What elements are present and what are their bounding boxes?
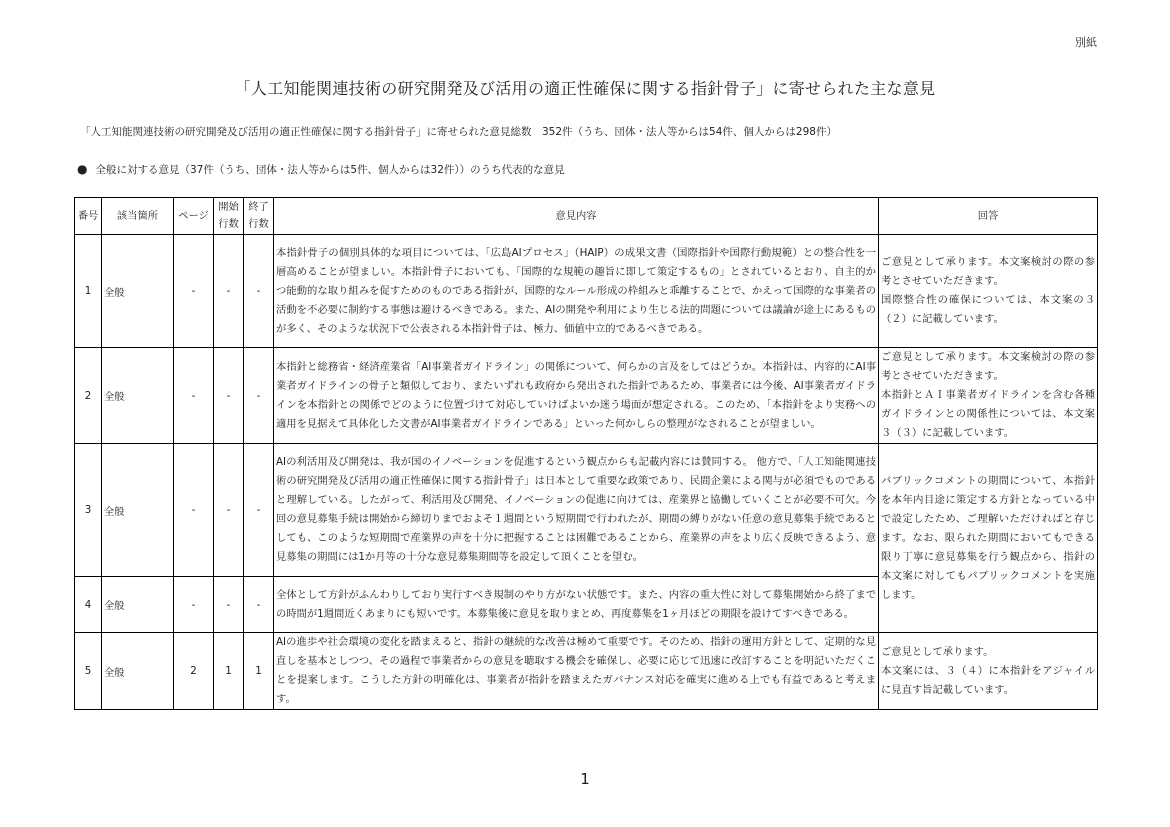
bullet-icon: ●: [77, 162, 88, 176]
row-end-line: -: [244, 348, 274, 444]
document-title: 「人工知能関連技術の研究開発及び活用の適正性確保に関する指針骨子」に寄せられた主な意見: [234, 79, 936, 98]
row-page: -: [174, 444, 214, 577]
row-start-line: 1: [214, 633, 244, 710]
row-page: -: [174, 577, 214, 633]
row-location: 全般: [102, 348, 174, 444]
row-start-line: -: [214, 235, 244, 348]
row-location: 全般: [102, 577, 174, 633]
table-row: [75, 235, 1098, 348]
table-row: [75, 348, 1098, 444]
row-end-line: 1: [244, 633, 274, 710]
row-end-line: -: [244, 235, 274, 348]
row-answer: [879, 444, 1098, 633]
annex-label: 別紙: [1075, 36, 1097, 49]
row-answer: [879, 633, 1098, 710]
row-num: 1: [75, 235, 102, 348]
row-page: -: [174, 348, 214, 444]
row-page: 2: [174, 633, 214, 710]
row-start-line: -: [214, 348, 244, 444]
answer-line: パブリックコメントの期間について、本指針を本年内目途に策定する方針となっている中で設定したため、ご理解いただければと存じます。なお、限られた期間においてもできる限り丁寧に意見募集を行う観点から、指針の本文案に対してもパブリックコメントを実施します。: [881, 474, 1095, 601]
row-location: 全般: [102, 235, 174, 348]
table-row: [75, 633, 1098, 710]
table-row: [75, 444, 1098, 577]
row-page: -: [174, 235, 214, 348]
row-num: 3: [75, 444, 102, 577]
header-end-line: 終了行数: [244, 198, 274, 235]
row-start-line: -: [214, 577, 244, 633]
section-heading: [77, 162, 565, 177]
row-num: 4: [75, 577, 102, 633]
page-number: 1: [580, 770, 590, 788]
row-num: 2: [75, 348, 102, 444]
header-page: ページ: [174, 198, 214, 235]
header-num: 番号: [75, 198, 102, 235]
header-location: 該当箇所: [102, 198, 174, 235]
table-header-row: [75, 198, 1098, 235]
row-location: 全般: [102, 444, 174, 577]
header-answer: 回答: [879, 198, 1098, 235]
row-num: 5: [75, 633, 102, 710]
opinions-table: [74, 197, 1098, 710]
row-opinion: 全体として方針がふんわりしており実行すべき規制のやり方がない状態です。また、内容の重大性に対して募集開始から終了までの時間が1週間近くあまりにも短いです。本募集後に意見を取りまとめ、再度募集を1ヶ月ほどの期限を設けてすべきである。: [274, 577, 879, 633]
answer-line: ご意見として承ります。 本文案には、３（４）に本指針をアジャイルに見直す旨記載しています。: [881, 645, 1095, 696]
section-heading-text: 全般に対する意見（37件（うち、団体・法人等からは5件、個人からは32件））のうち代表的な意見: [95, 164, 565, 176]
row-opinion: AIの進歩や社会環境の変化を踏まえると、指針の継続的な改善は極めて重要です。そのため、指針の運用方針として、定期的な見直しを基本としつつ、その過程で事業者からの意見を聴取する機会を確保し、必要に応じて迅速に改訂することを明記いただくことを提案します。こうした方針の明確化は、事業者が指針を踏まえたガバナンス対応を確実に進める上でも有益であると考えます。: [274, 633, 879, 710]
row-answer: [879, 348, 1098, 444]
row-end-line: -: [244, 444, 274, 577]
opinion-summary: 「人工知能関連技術の研究開発及び活用の適正性確保に関する指針骨子」に寄せられた意見総数 352件（うち、団体・法人等からは54件、個人からは298件）: [80, 126, 837, 138]
answer-line: ご意見として承ります。本文案検討の際の参考とさせていただきます。 国際整合性の確保については、本文案の３（２）に記載しています。: [881, 256, 1095, 325]
header-opinion: 意見内容: [274, 198, 879, 235]
row-location: 全般: [102, 633, 174, 710]
row-answer: [879, 235, 1098, 348]
header-start-line: 開始行数: [214, 198, 244, 235]
row-opinion: AIの利活用及び開発は、我が国のイノベーションを促進するという観点からも記載内容には賛同する。 他方で、「人工知能関連技術の研究開発及び活用の適正性確保に関する指針骨子」は日本として重要な政策であり、民間企業による関与が必須でものであると理解している。したがって、利活用及び開発、イノベーションの促進に向けては、産業界と協働していくことが必要不可欠。今回の意見募集手続は開始から締切りまでおよそ１週間という短期間で行われたが、期間の縛りがない任意の意見募集手続であるとしても、このような短期間で産業界の声を十分に把握することは困難であることから、産業界の声をより広く反映できるよう、意見募集の期間には1か月等の十分な意見募集期間等を設定して頂くことを望む。: [274, 444, 879, 577]
row-end-line: -: [244, 577, 274, 633]
row-start-line: -: [214, 444, 244, 577]
row-opinion: 本指針と総務省・経済産業省「AI事業者ガイドライン」の関係について、何らかの言及をしてはどうか。本指針は、内容的にAI事業者ガイドラインの骨子と類似しており、またいずれも政府から発出された指針であるため、事業者には今後、AI事業者ガイドラインを本指針との関係でどのように位置づけて対応していけばよいか迷う場面が想定される。このため、「本指針をより実務への適用を見据えて具体化した文書がAI事業者ガイドラインである」といった何かしらの整理がなされることが望ましい。: [274, 348, 879, 444]
row-opinion: 本指針骨子の個別具体的な項目については、「広島AIプロセス」（HAIP）の成果文書（国際指針や国際行動規範）との整合性を一層高めることが望ましい。本指針骨子においても、「国際的な規範の趣旨に即して策定するもの」とされているとおり、自主的かつ能動的な取り組みを促すためのものである指針が、国際的なルール形成の枠組みと乖離することで、かえって国際的な事業者の活動を不必要に制約する事態は避けるべきである。また、AIの開発や利用により生じる法的問題については議論が途上にあるものが多く、そのような状況下で公表される本指針骨子は、極力、価値中立的であるべきである。: [274, 235, 879, 348]
answer-line: ご意見として承ります。本文案検討の際の参考とさせていただきます。 本指針とＡＩ事業者ガイドラインを含む各種ガイドラインとの関係性については、本文案３（３）に記載しています。: [881, 351, 1095, 439]
